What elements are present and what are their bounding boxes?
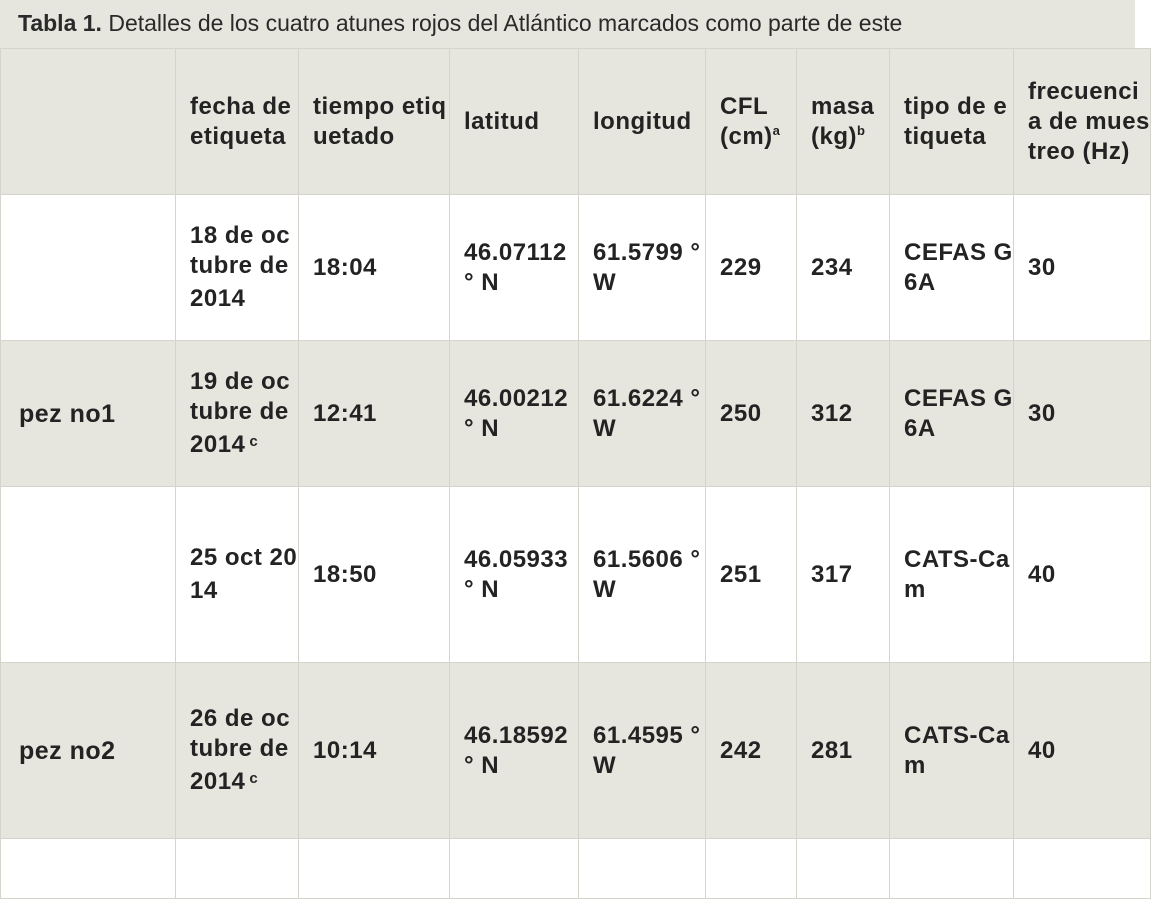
cell-empty	[706, 839, 797, 899]
cell-empty	[450, 839, 579, 899]
caption-text: Detalles de los cuatro atunes rojos del Atlántico marcados como parte de este	[108, 10, 903, 36]
header-fecha: fecha de etiqueta	[176, 49, 299, 195]
header-masa-footnote: b	[857, 122, 866, 138]
cell-empty	[176, 839, 299, 899]
header-frecuencia: frecuencia de muestreo (Hz)	[1014, 49, 1151, 195]
cell-frecuencia: 40	[1014, 663, 1151, 839]
cell-cfl: 251	[706, 487, 797, 663]
table-row	[1, 195, 1151, 341]
cell-tiempo: 10:14	[299, 663, 450, 839]
header-tiempo: tiempo etiquetado	[299, 49, 450, 195]
fecha-footnote: c	[249, 770, 259, 787]
cell-tiempo: 18:50	[299, 487, 450, 663]
cell-fecha: 18 de octubre de 2014	[176, 195, 299, 341]
row-fish-label: pez no1	[1, 341, 176, 487]
cell-masa: 312	[797, 341, 890, 487]
cell-empty	[890, 839, 1014, 899]
cell-tipo: CEFAS G6A	[890, 195, 1014, 341]
cell-cfl: 250	[706, 341, 797, 487]
cell-longitud: 61.5799 ° W	[579, 195, 706, 341]
cell-cfl: 242	[706, 663, 797, 839]
cell-tiempo: 12:41	[299, 341, 450, 487]
cell-masa: 317	[797, 487, 890, 663]
cell-fecha: 26 de octubre de 2014 $^c$	[176, 663, 299, 839]
cell-masa: 281	[797, 663, 890, 839]
table-row	[1, 487, 1151, 663]
cell-longitud: 61.5606 ° W	[579, 487, 706, 663]
table-row	[1, 341, 1151, 487]
header-blank	[1, 49, 176, 195]
header-masa: masa (kg)$^b$	[797, 49, 890, 195]
row-fish-label	[1, 487, 176, 663]
cell-fecha: 19 de octubre de 2014 $^c$	[176, 341, 299, 487]
cell-latitud: 46.18592 ° N	[450, 663, 579, 839]
cell-empty	[797, 839, 890, 899]
cell-frecuencia: 30	[1014, 195, 1151, 341]
cell-longitud: 61.6224 ° W	[579, 341, 706, 487]
header-row	[1, 49, 1151, 195]
cell-empty	[1014, 839, 1151, 899]
cell-latitud: 46.05933 ° N	[450, 487, 579, 663]
cell-tipo: CATS-Cam	[890, 487, 1014, 663]
header-latitud: latitud	[450, 49, 579, 195]
cell-tipo: CEFAS G6A	[890, 341, 1014, 487]
cell-tipo: CATS-Cam	[890, 663, 1014, 839]
table-row	[1, 663, 1151, 839]
fecha-footnote: c	[249, 433, 259, 450]
cell-empty	[579, 839, 706, 899]
table-caption	[0, 0, 1135, 48]
row-fish-label: pez no2	[1, 663, 176, 839]
cell-cfl: 229	[706, 195, 797, 341]
caption-label: Tabla 1.	[18, 10, 102, 36]
header-tipo: tipo de etiqueta	[890, 49, 1014, 195]
row-fish-label	[1, 195, 176, 341]
table-row	[1, 839, 1151, 899]
cell-fecha: 25 oct 2014	[176, 487, 299, 663]
cell-frecuencia: 40	[1014, 487, 1151, 663]
cell-empty	[1, 839, 176, 899]
cell-latitud: 46.07112 ° N	[450, 195, 579, 341]
header-cfl: CFL (cm)$^a$	[706, 49, 797, 195]
header-cfl-footnote: a	[772, 122, 781, 138]
tuna-tag-table	[0, 48, 1151, 899]
header-longitud: longitud	[579, 49, 706, 195]
cell-latitud: 46.00212 ° N	[450, 341, 579, 487]
cell-empty	[299, 839, 450, 899]
cell-longitud: 61.4595 ° W	[579, 663, 706, 839]
cell-frecuencia: 30	[1014, 341, 1151, 487]
cell-masa: 234	[797, 195, 890, 341]
cell-tiempo: 18:04	[299, 195, 450, 341]
